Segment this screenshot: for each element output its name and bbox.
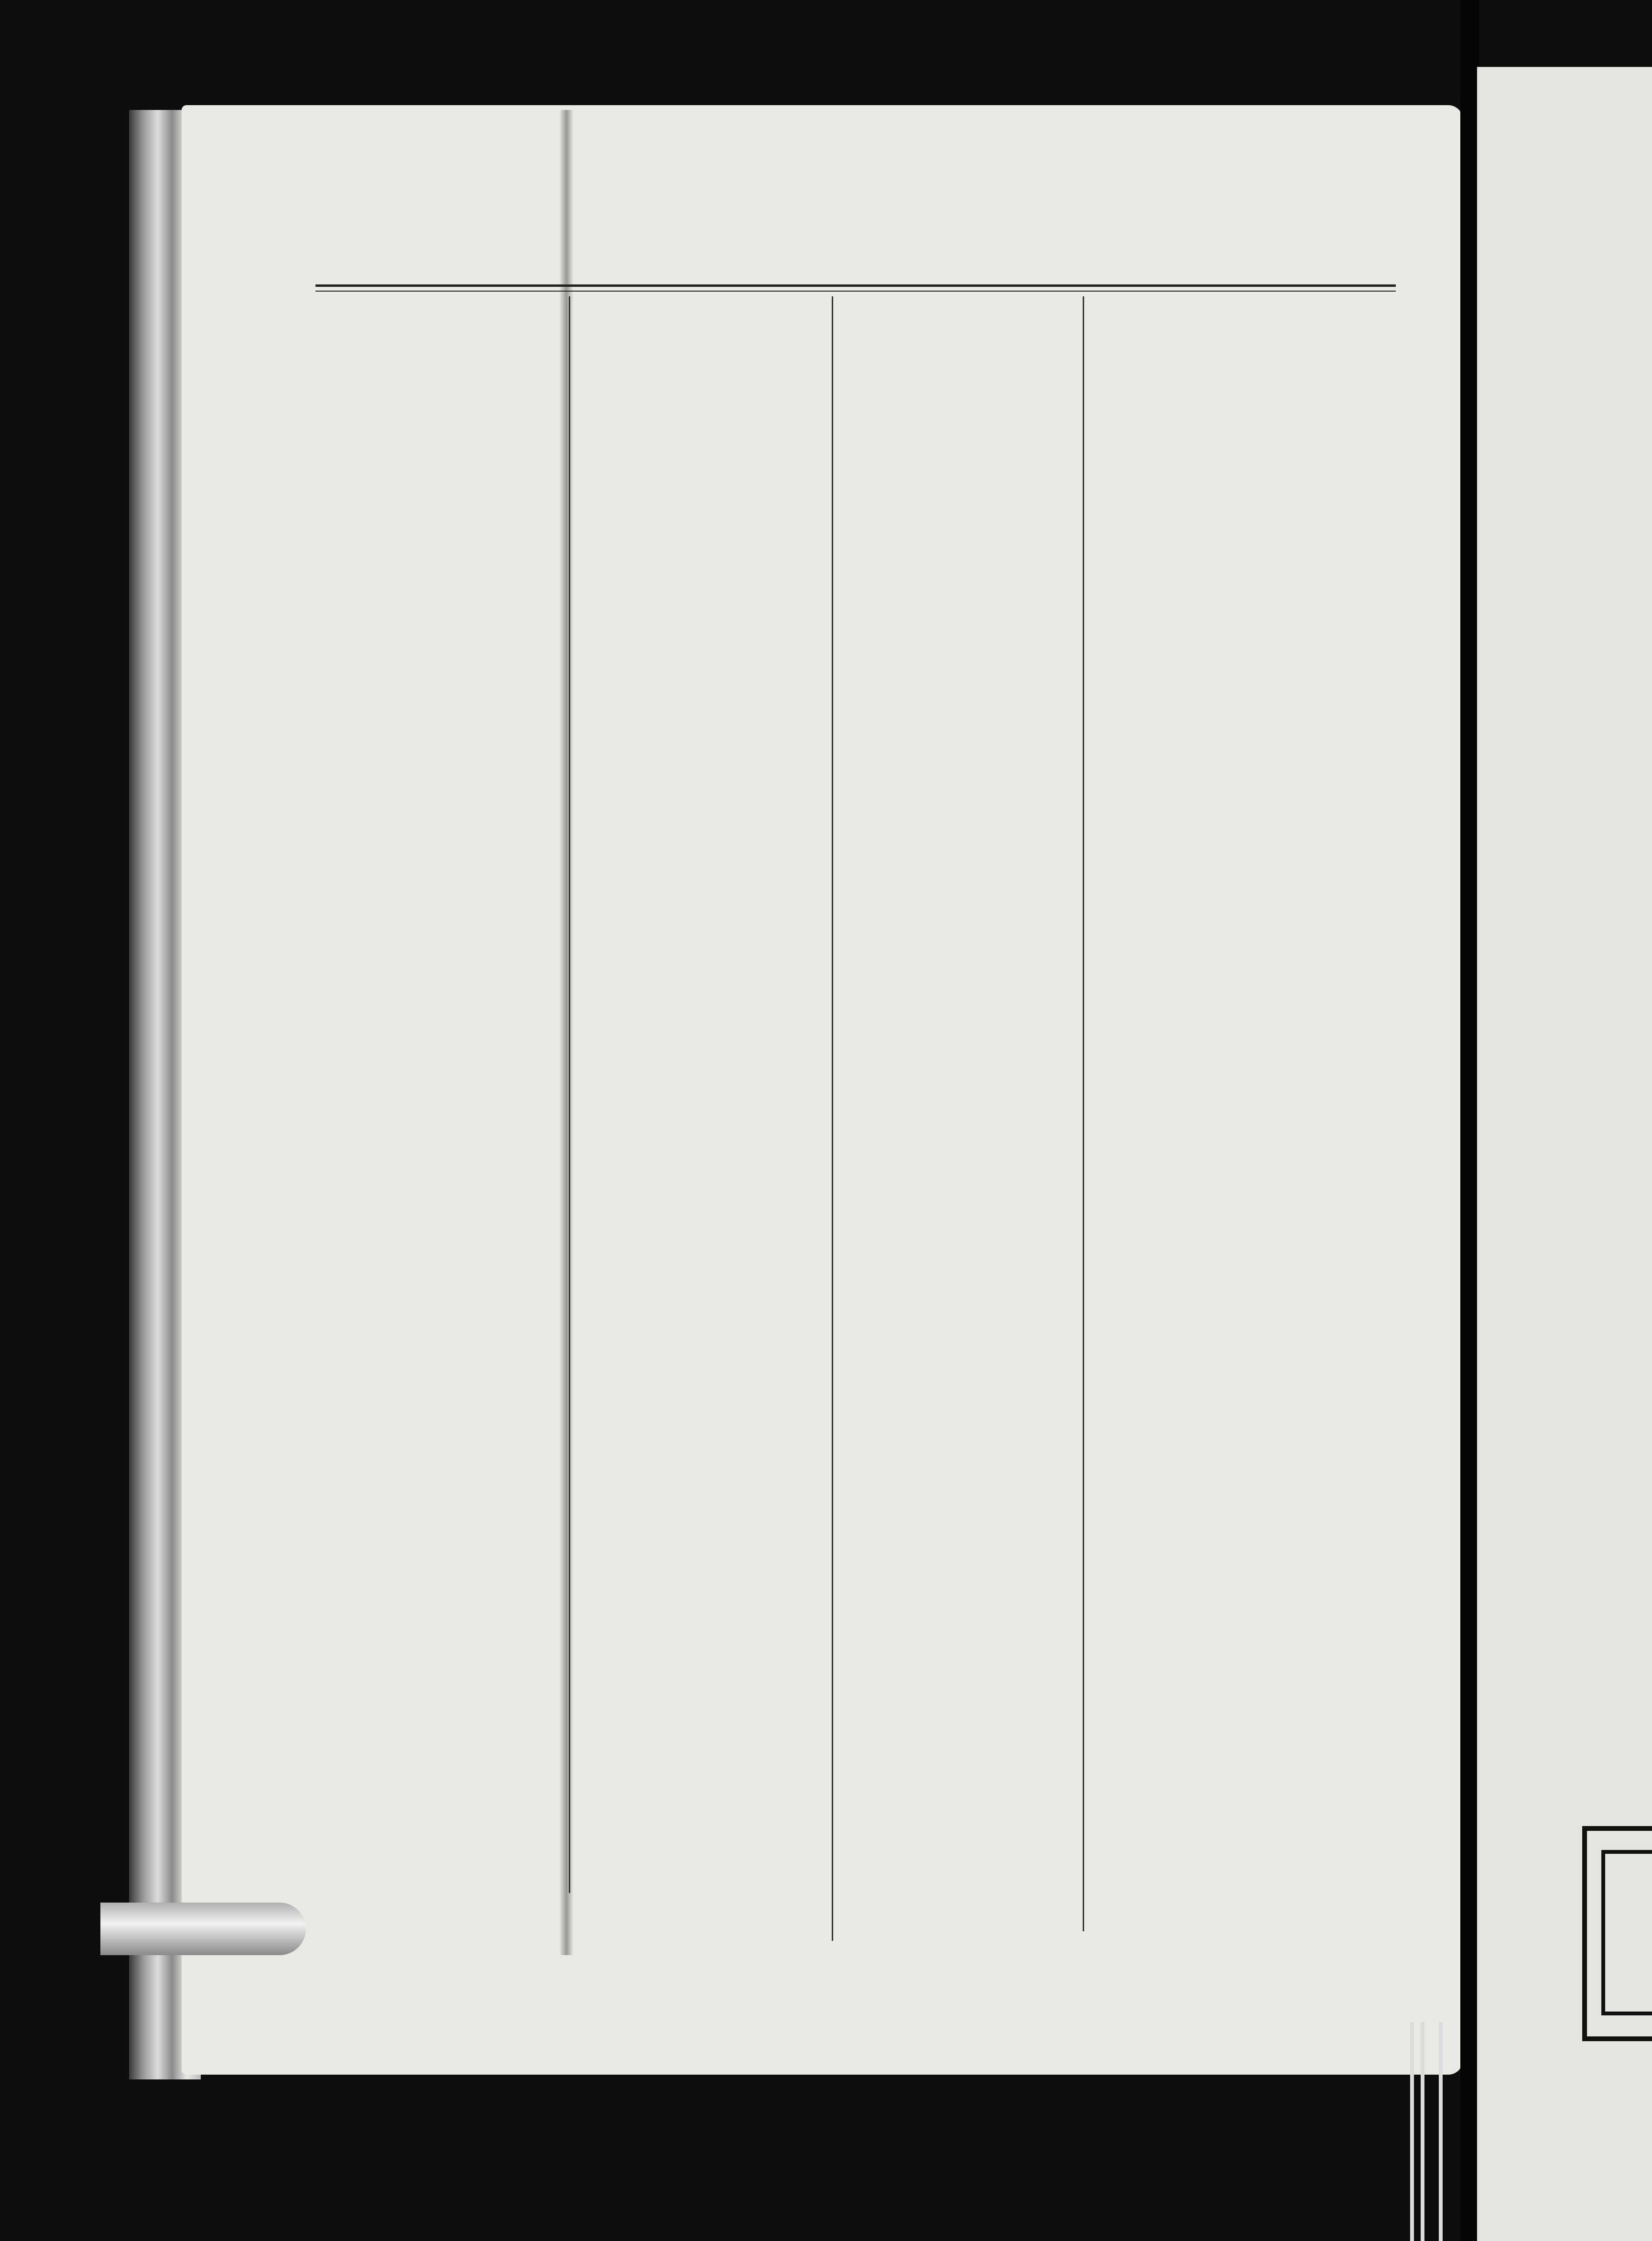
- column-divider: [569, 296, 570, 1893]
- scanned-page: [182, 105, 1463, 2075]
- ornament-frame-inner: [1601, 1850, 1652, 2015]
- column-divider: [832, 296, 833, 1941]
- title-rule-thin: [315, 291, 1396, 292]
- page-crease: [559, 110, 574, 1955]
- page-gap: [1460, 0, 1479, 2241]
- column-divider: [1083, 296, 1084, 1931]
- title-rule: [315, 284, 1396, 287]
- binder-clip: [100, 1903, 306, 1955]
- binding-bars: [1410, 2022, 1448, 2241]
